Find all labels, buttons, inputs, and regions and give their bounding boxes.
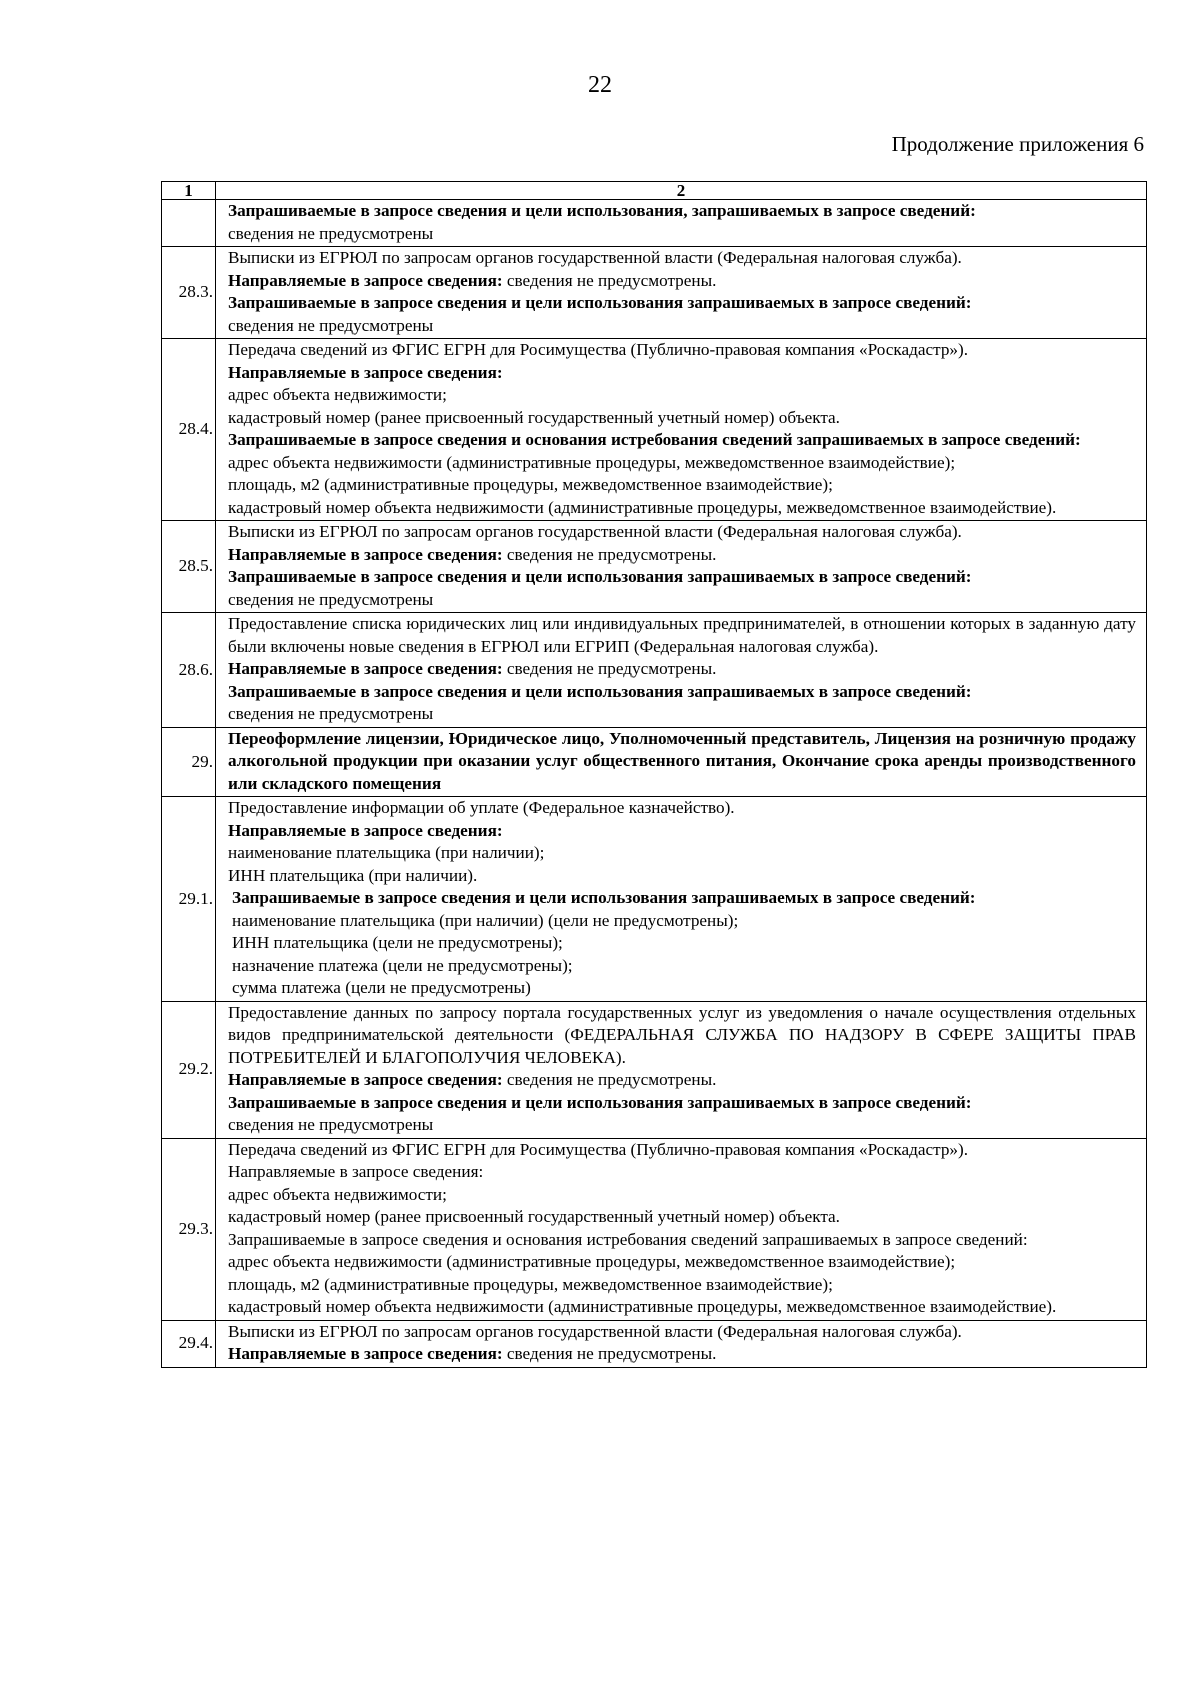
content-line bbox=[228, 910, 1136, 933]
content-line bbox=[228, 1251, 1136, 1274]
row-content bbox=[216, 247, 1147, 339]
table-row bbox=[162, 797, 1147, 1002]
line-text: сведения не предусмотрены. bbox=[502, 270, 717, 290]
row-number: 29.4. bbox=[162, 1320, 216, 1367]
content-line bbox=[228, 497, 1136, 520]
line-text: адрес объекта недвижимости (административные процедуры, межведомственное взаимодействие); bbox=[228, 452, 956, 472]
content-line bbox=[228, 566, 1136, 589]
bold-heading: Запрашиваемые в запросе сведения и основания истребования сведений запрашиваемых в запросе сведений: bbox=[228, 430, 1081, 449]
line-text: кадастровый номер (ранее присвоенный государственный учетный номер) объекта. bbox=[228, 1207, 840, 1226]
content-line bbox=[228, 703, 1136, 726]
line-text: площадь, м2 (административные процедуры, межведомственное взаимодействие); bbox=[228, 1274, 833, 1294]
appendix-table bbox=[161, 181, 1147, 1368]
table-body bbox=[162, 200, 1147, 1368]
line-text: Направляемые в запросе сведения: bbox=[228, 1162, 484, 1181]
row-number: 28.6. bbox=[162, 613, 216, 728]
line-text: ИНН плательщика (при наличии). bbox=[228, 865, 478, 885]
bold-heading: Направляемые в запросе сведения: bbox=[228, 1344, 503, 1363]
content-line bbox=[228, 407, 1136, 430]
table-row bbox=[162, 727, 1147, 797]
content-line bbox=[228, 842, 1136, 865]
bold-heading: Запрашиваемые в запросе сведения и цели использования запрашиваемых в запросе сведений: bbox=[228, 1092, 972, 1112]
line-text: кадастровый номер объекта недвижимости (административные процедуры, межведомственное взаимодействие). bbox=[228, 497, 1057, 517]
content-line bbox=[228, 820, 1136, 843]
row-number: 29.1. bbox=[162, 797, 216, 1002]
row-content bbox=[216, 1138, 1147, 1320]
content-line bbox=[228, 315, 1136, 338]
content-line bbox=[228, 1343, 1136, 1366]
content-line bbox=[228, 200, 1136, 223]
line-text: сумма платежа (цели не предусмотрены) bbox=[232, 978, 531, 997]
content-line bbox=[228, 429, 1136, 452]
content-line bbox=[228, 977, 1136, 1000]
bold-heading: Направляемые в запросе сведения: bbox=[228, 1070, 503, 1089]
bold-heading: Направляемые в запросе сведения: bbox=[228, 820, 503, 840]
content-line bbox=[228, 1184, 1136, 1207]
content-line bbox=[228, 270, 1136, 293]
content-line bbox=[228, 1002, 1136, 1070]
line-text: Предоставление списка юридических лиц или индивидуальных предпринимателей, в отношении которых в заданную дату были включены новые сведения в ЕГРЮЛ или ЕГРИП (Федеральная налоговая служба). bbox=[228, 614, 1136, 656]
line-text: сведения не предусмотрены bbox=[228, 315, 434, 335]
bold-heading: Направляемые в запросе сведения: bbox=[228, 544, 503, 564]
content-line bbox=[228, 362, 1136, 385]
table-row bbox=[162, 1001, 1147, 1138]
table-row bbox=[162, 613, 1147, 728]
content-line bbox=[228, 521, 1136, 544]
row-content bbox=[216, 339, 1147, 521]
line-text: адрес объекта недвижимости; bbox=[228, 1184, 447, 1204]
row-content bbox=[216, 200, 1147, 247]
content-line bbox=[228, 1321, 1136, 1344]
line-text: Предоставление информации об уплате (Федеральное казначейство). bbox=[228, 798, 735, 817]
column-header-1: 1 bbox=[162, 182, 216, 200]
table-row bbox=[162, 521, 1147, 613]
bold-heading: Запрашиваемые в запросе сведения и цели использования запрашиваемых в запросе сведений: bbox=[232, 888, 976, 907]
table-row bbox=[162, 1138, 1147, 1320]
line-text: Передача сведений из ФГИС ЕГРН для Росимущества (Публично-правовая компания «Роскадастр»). bbox=[228, 340, 969, 359]
line-text: сведения не предусмотрены. bbox=[502, 1070, 717, 1089]
row-number: 28.4. bbox=[162, 339, 216, 521]
line-text: площадь, м2 (административные процедуры, межведомственное взаимодействие); bbox=[228, 475, 833, 494]
table-row bbox=[162, 1320, 1147, 1367]
line-text: Предоставление данных по запросу портала государственных услуг из уведомления о начале осуществления отдельных видов предпринимательской деятельности (ФЕДЕРАЛЬНАЯ СЛУЖБА ПО НАДЗОРУ В СФЕРЕ ЗАЩИТЫ ПРАВ ПОТРЕБИТЕЛЕЙ И БЛАГОПОЛУЧИЯ ЧЕЛОВЕКА). bbox=[228, 1002, 1136, 1067]
table-row bbox=[162, 339, 1147, 521]
content-line bbox=[228, 865, 1136, 888]
line-text: сведения не предусмотрены bbox=[228, 704, 434, 723]
line-text: кадастровый номер объекта недвижимости (административные процедуры, межведомственное взаимодействие). bbox=[228, 1297, 1057, 1316]
content-line bbox=[228, 589, 1136, 612]
row-content bbox=[216, 727, 1147, 797]
line-text: наименование плательщика (при наличии); bbox=[228, 843, 545, 862]
line-text: сведения не предусмотрены. bbox=[502, 1344, 717, 1363]
content-line bbox=[228, 292, 1136, 315]
row-content bbox=[216, 1320, 1147, 1367]
content-line bbox=[228, 247, 1136, 270]
bold-heading: Запрашиваемые в запросе сведения и цели использования запрашиваемых в запросе сведений: bbox=[228, 681, 972, 701]
content-line bbox=[228, 728, 1136, 796]
content-line bbox=[228, 1206, 1136, 1229]
line-text: сведения не предусмотрены. bbox=[502, 544, 717, 564]
line-text: Запрашиваемые в запросе сведения и основания истребования сведений запрашиваемых в запросе сведений: bbox=[228, 1229, 1028, 1249]
content-line bbox=[228, 1274, 1136, 1297]
row-content bbox=[216, 613, 1147, 728]
line-text: Выписки из ЕГРЮЛ по запросам органов государственной власти (Федеральная налоговая служба). bbox=[228, 522, 962, 541]
line-text: Передача сведений из ФГИС ЕГРН для Росимущества (Публично-правовая компания «Роскадастр»). bbox=[228, 1139, 969, 1159]
content-line bbox=[228, 681, 1136, 704]
column-header-2: 2 bbox=[216, 182, 1147, 200]
row-number: 28.3. bbox=[162, 247, 216, 339]
content-line bbox=[228, 1114, 1136, 1137]
line-text: сведения не предусмотрены bbox=[228, 1115, 434, 1134]
line-text: ИНН плательщика (цели не предусмотрены); bbox=[232, 933, 563, 952]
bold-heading: Запрашиваемые в запросе сведения и цели использования, запрашиваемых в запросе сведений: bbox=[228, 201, 976, 220]
row-number: 29. bbox=[162, 727, 216, 797]
table-row bbox=[162, 200, 1147, 247]
table-row bbox=[162, 247, 1147, 339]
content-line bbox=[228, 544, 1136, 567]
line-text: адрес объекта недвижимости; bbox=[228, 385, 447, 404]
line-text: Выписки из ЕГРЮЛ по запросам органов государственной власти (Федеральная налоговая служба). bbox=[228, 248, 962, 267]
content-line bbox=[228, 339, 1136, 362]
content-line bbox=[228, 223, 1136, 246]
content-line bbox=[228, 932, 1136, 955]
row-content bbox=[216, 797, 1147, 1002]
line-text: сведения не предусмотрены bbox=[228, 589, 434, 609]
row-number bbox=[162, 200, 216, 247]
content-line bbox=[228, 1139, 1136, 1162]
content-line bbox=[228, 1092, 1136, 1115]
content-line bbox=[228, 955, 1136, 978]
line-text: Выписки из ЕГРЮЛ по запросам органов государственной власти (Федеральная налоговая служба). bbox=[228, 1321, 962, 1341]
continuation-label: Продолжение приложения 6 bbox=[891, 132, 1144, 156]
page-number: 22 bbox=[588, 72, 612, 98]
row-number: 29.3. bbox=[162, 1138, 216, 1320]
line-text: сведения не предусмотрены bbox=[228, 223, 434, 243]
content-line bbox=[228, 474, 1136, 497]
content-line bbox=[228, 613, 1136, 658]
row-content bbox=[216, 1001, 1147, 1138]
bold-heading: Направляемые в запросе сведения: bbox=[228, 659, 503, 678]
row-number: 29.2. bbox=[162, 1001, 216, 1138]
table-header-row bbox=[162, 182, 1147, 200]
content-line bbox=[228, 384, 1136, 407]
bold-heading: Запрашиваемые в запросе сведения и цели использования запрашиваемых в запросе сведений: bbox=[228, 293, 972, 312]
line-text: адрес объекта недвижимости (административные процедуры, межведомственное взаимодействие); bbox=[228, 1252, 956, 1271]
content-line bbox=[228, 1161, 1136, 1184]
bold-heading: Направляемые в запросе сведения: bbox=[228, 362, 503, 382]
content-line bbox=[228, 1229, 1136, 1252]
bold-heading: Направляемые в запросе сведения: bbox=[228, 270, 503, 290]
content-line bbox=[228, 1296, 1136, 1319]
line-text: наименование плательщика (при наличии) (цели не предусмотрены); bbox=[232, 910, 739, 930]
row-content bbox=[216, 521, 1147, 613]
content-line bbox=[228, 658, 1136, 681]
content-line bbox=[228, 1069, 1136, 1092]
bold-heading: Запрашиваемые в запросе сведения и цели использования запрашиваемых в запросе сведений: bbox=[228, 567, 972, 586]
line-text: кадастровый номер (ранее присвоенный государственный учетный номер) объекта. bbox=[228, 407, 840, 427]
content-line bbox=[228, 887, 1136, 910]
line-text: сведения не предусмотрены. bbox=[502, 659, 717, 678]
bold-heading: Переоформление лицензии, Юридическое лицо, Уполномоченный представитель, Лицензия на розничную продажу алкогольной продукции при оказании услуг общественного питания, Окончание срока аренды производственного или складского помещения bbox=[228, 728, 1136, 793]
content-line bbox=[228, 797, 1136, 820]
line-text: назначение платежа (цели не предусмотрены); bbox=[232, 955, 573, 975]
row-number: 28.5. bbox=[162, 521, 216, 613]
content-line bbox=[228, 452, 1136, 475]
